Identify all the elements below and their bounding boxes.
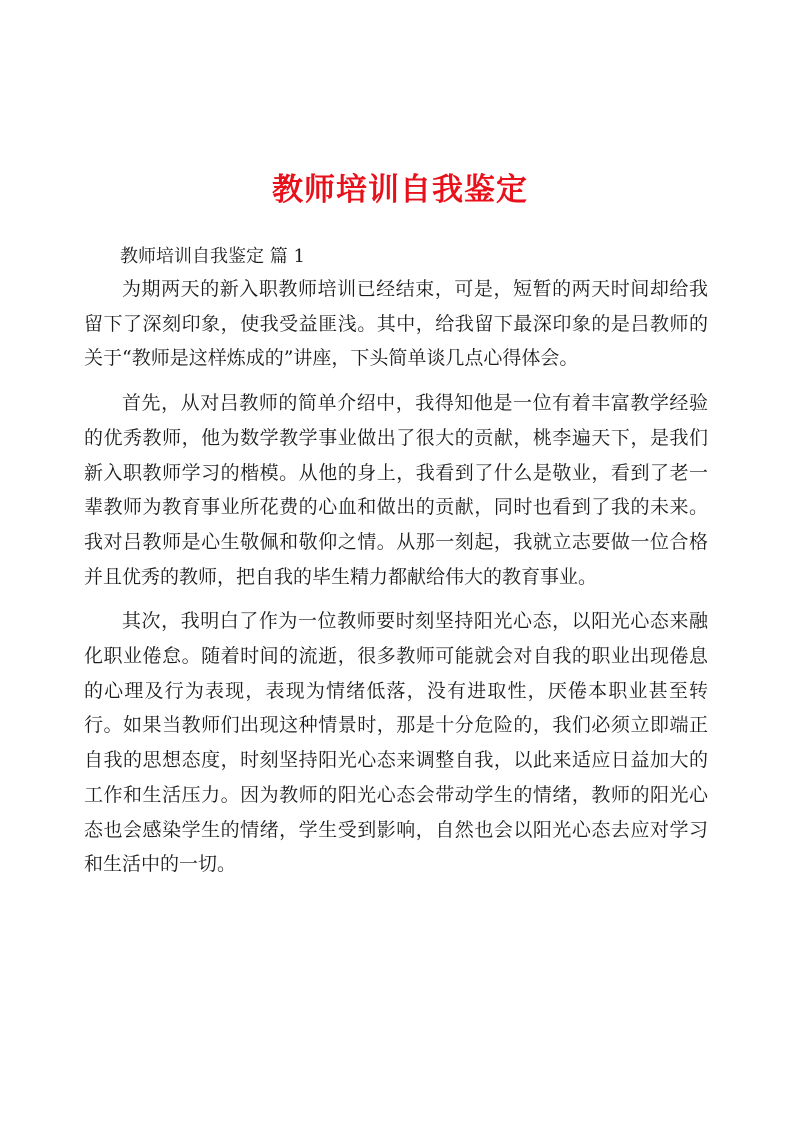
document-body xyxy=(84,242,708,892)
paragraph-1: 为期两天的新入职教师培训已经结束，可是，短暂的两天时间却给我留下了深刻印象，使我受益匪浅。其中，给我留下最深印象的是吕教师的关于“教师是这样炼成的”讲座，下头简单谈几点心得体会。 xyxy=(84,278,708,370)
document-title: 教师培训自我鉴定 xyxy=(272,172,528,208)
paragraph-2: 首先，从对吕教师的简单介绍中，我得知他是一位有着丰富教学经验的优秀教师，他为数学教学事业做出了很大的贡献，桃李遍天下，是我们新入职教师学习的楷模。从他的身上，我看到了什么是敬业，看到了老一辈教师为教育事业所花费的心血和做出的贡献，同时也看到了我的未来。我对吕教师是心生敬佩和敬仰之情。从那一刻起，我就立志要做一位合格并且优秀的教师，把自我的毕生精力都献给伟大的教育事业。 xyxy=(84,392,708,588)
section-heading: 教师培训自我鉴定 篇 1 xyxy=(120,246,305,267)
paragraph-3: 其次，我明白了作为一位教师要时刻坚持阳光心态，以阳光心态来融化职业倦怠。随着时间的流逝，很多教师可能就会对自我的职业出现倦息的心理及行为表现，表现为情绪低落，没有进取性，厌倦本职业甚至转行。如果当教师们出现这种情景时，那是十分危险的，我们必须立即端正自我的思想态度，时刻坚持阳光心态来调整自我，以此来适应日益加大的工作和生活压力。因为教师的阳光心态会带动学生的情绪，教师的阳光心态也会感染学生的情绪，学生受到影响，自然也会以阳光心态去应对学习和生活中的一切。 xyxy=(84,610,708,876)
